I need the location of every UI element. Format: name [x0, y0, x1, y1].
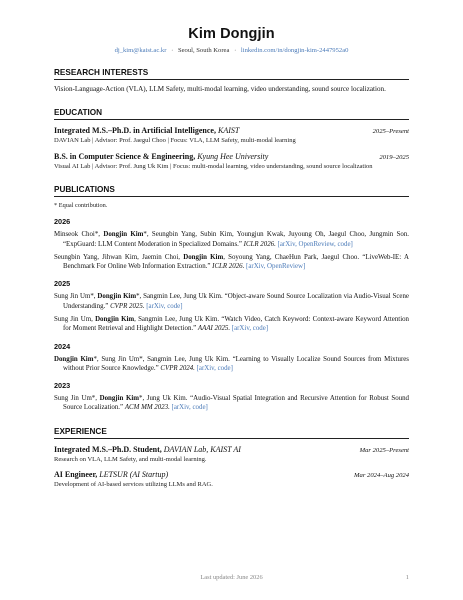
page-number: 1 — [405, 574, 409, 581]
linkedin-link[interactable]: linkedin.com/in/dongjin-kim-2447952a0 — [240, 47, 349, 54]
publication-links[interactable]: [arXiv, code] — [194, 364, 233, 372]
publication-links[interactable]: [arXiv, code] — [144, 302, 183, 310]
education-details: DAVIAN Lab | Advisor: Prof. Jaegul Choo | Focus: VLA, LLM Safety, multi-modal learning — [54, 137, 296, 145]
publications-section-title: PUBLICATIONS — [54, 185, 409, 197]
publication-item: Seungbin Yang, Jihwan Kim, Jaemin Choi, Dongjin Kim, Soyoung Yang, ChaeHun Park, Jaegul Choo. “LiveWeb-IE: A Benchmark For Online Web Information Extraction.” ICLR 2026. [arXiv, OpenReview] — [54, 253, 409, 271]
last-updated-footer: Last updated: June 2026 — [200, 574, 263, 581]
experience-section-title: EXPERIENCE — [54, 427, 409, 439]
research-text: Vision-Language-Action (VLA), LLM Safety, multi-modal learning, video understanding, sound source localization. — [54, 85, 386, 93]
education-section-title: EDUCATION — [54, 108, 409, 120]
experience-role: Integrated M.S.–Ph.D. Student, DAVIAN Lab, KAIST AI — [54, 444, 241, 454]
publication-item: Dongjin Kim*, Sung Jin Um*, Sangmin Lee, Jung Uk Kim. “Learning to Visually Localize Sound Sources from Mixtures without Prior Source Knowledge.” CVPR 2024. [arXiv, code] — [54, 355, 409, 372]
publication-item: Sung Jin Um*, Dongjin Kim*, Jung Uk Kim. “Audio-Visual Spatial Integration and Recursive Attention for Robust Sound Source Localization.” ACM MM 2023. [arXiv, code] — [54, 395, 409, 412]
equal-contribution-note: * Equal contribution. — [54, 202, 108, 210]
separator: · — [234, 47, 237, 54]
publication-item: Sung Jin Um, Dongjin Kim, Sangmin Lee, Jung Uk Kim. “Watch Video, Catch Keyword: Context-aware Keyword Attention for Moment Retrieval and Highlight Detection.” AAAI 2025. [arXiv, code] — [54, 316, 410, 333]
education-entry — [54, 126, 409, 145]
experience-date: Mar 2024–Aug 2024 — [354, 472, 409, 480]
contact-line — [54, 47, 409, 54]
pub-year: 2025 — [54, 279, 71, 289]
pub-year: 2024 — [54, 341, 71, 351]
experience-details: Development of AI-based services utilizing LLMs and RAG. — [54, 481, 213, 489]
experience-role: AI Engineer, LETSUR (AI Startup) — [54, 470, 169, 480]
publication-links[interactable]: [arXiv, OpenReview] — [244, 263, 306, 271]
experience-entry — [54, 445, 409, 464]
research-section-title: RESEARCH INTERESTS — [54, 68, 409, 80]
education-degree: Integrated M.S.–Ph.D. in Artificial Intelligence, KAIST — [54, 126, 240, 136]
experience-entry — [54, 470, 409, 489]
publication-links[interactable]: [arXiv, code] — [169, 404, 208, 412]
publication-item: Sung Jin Um*, Dongjin Kim*, Sangmin Lee, Jung Uk Kim. “Object-aware Sound Source Localization via Audio-Visual Scene Understanding.” CVPR 2025. [arXiv, code] — [54, 293, 409, 310]
experience-date: Mar 2025–Present — [359, 446, 409, 454]
education-degree: B.S. in Computer Science & Engineering, Kyung Hee University — [54, 151, 269, 161]
publication-item: Minseok Choi*, Dongjin Kim*, Seungbin Yang, Subin Kim, Youngjun Kwak, Juyoung Oh, Jaegul Choo, Jungmin Son. “ExpGuard: LLM Content Moderation in Specialized Domains.” ICLR 2026. [arXiv, OpenReview, code] — [54, 231, 409, 248]
education-date: 2019–2025 — [379, 153, 409, 161]
experience-details: Research on VLA, LLM Safety, and multi-modal learning. — [54, 455, 207, 463]
education-entry — [54, 152, 409, 171]
location-text: Seoul, South Korea — [177, 47, 230, 54]
separator: · — [171, 47, 174, 54]
cv-name: Kim Dongjin — [188, 26, 275, 42]
email-link[interactable]: dj_kim@kaist.ac.kr — [114, 47, 167, 54]
publication-links[interactable]: [arXiv, code] — [230, 325, 269, 333]
education-date: 2025–Present — [372, 128, 409, 136]
pub-year: 2026 — [54, 217, 71, 227]
pub-year: 2023 — [54, 381, 71, 391]
publication-links[interactable]: [arXiv, OpenReview, code] — [275, 240, 353, 248]
education-details: Visual AI Lab | Advisor: Prof. Jung Uk Kim | Focus: multi-modal learning, video understanding, sound source localization — [54, 162, 373, 170]
